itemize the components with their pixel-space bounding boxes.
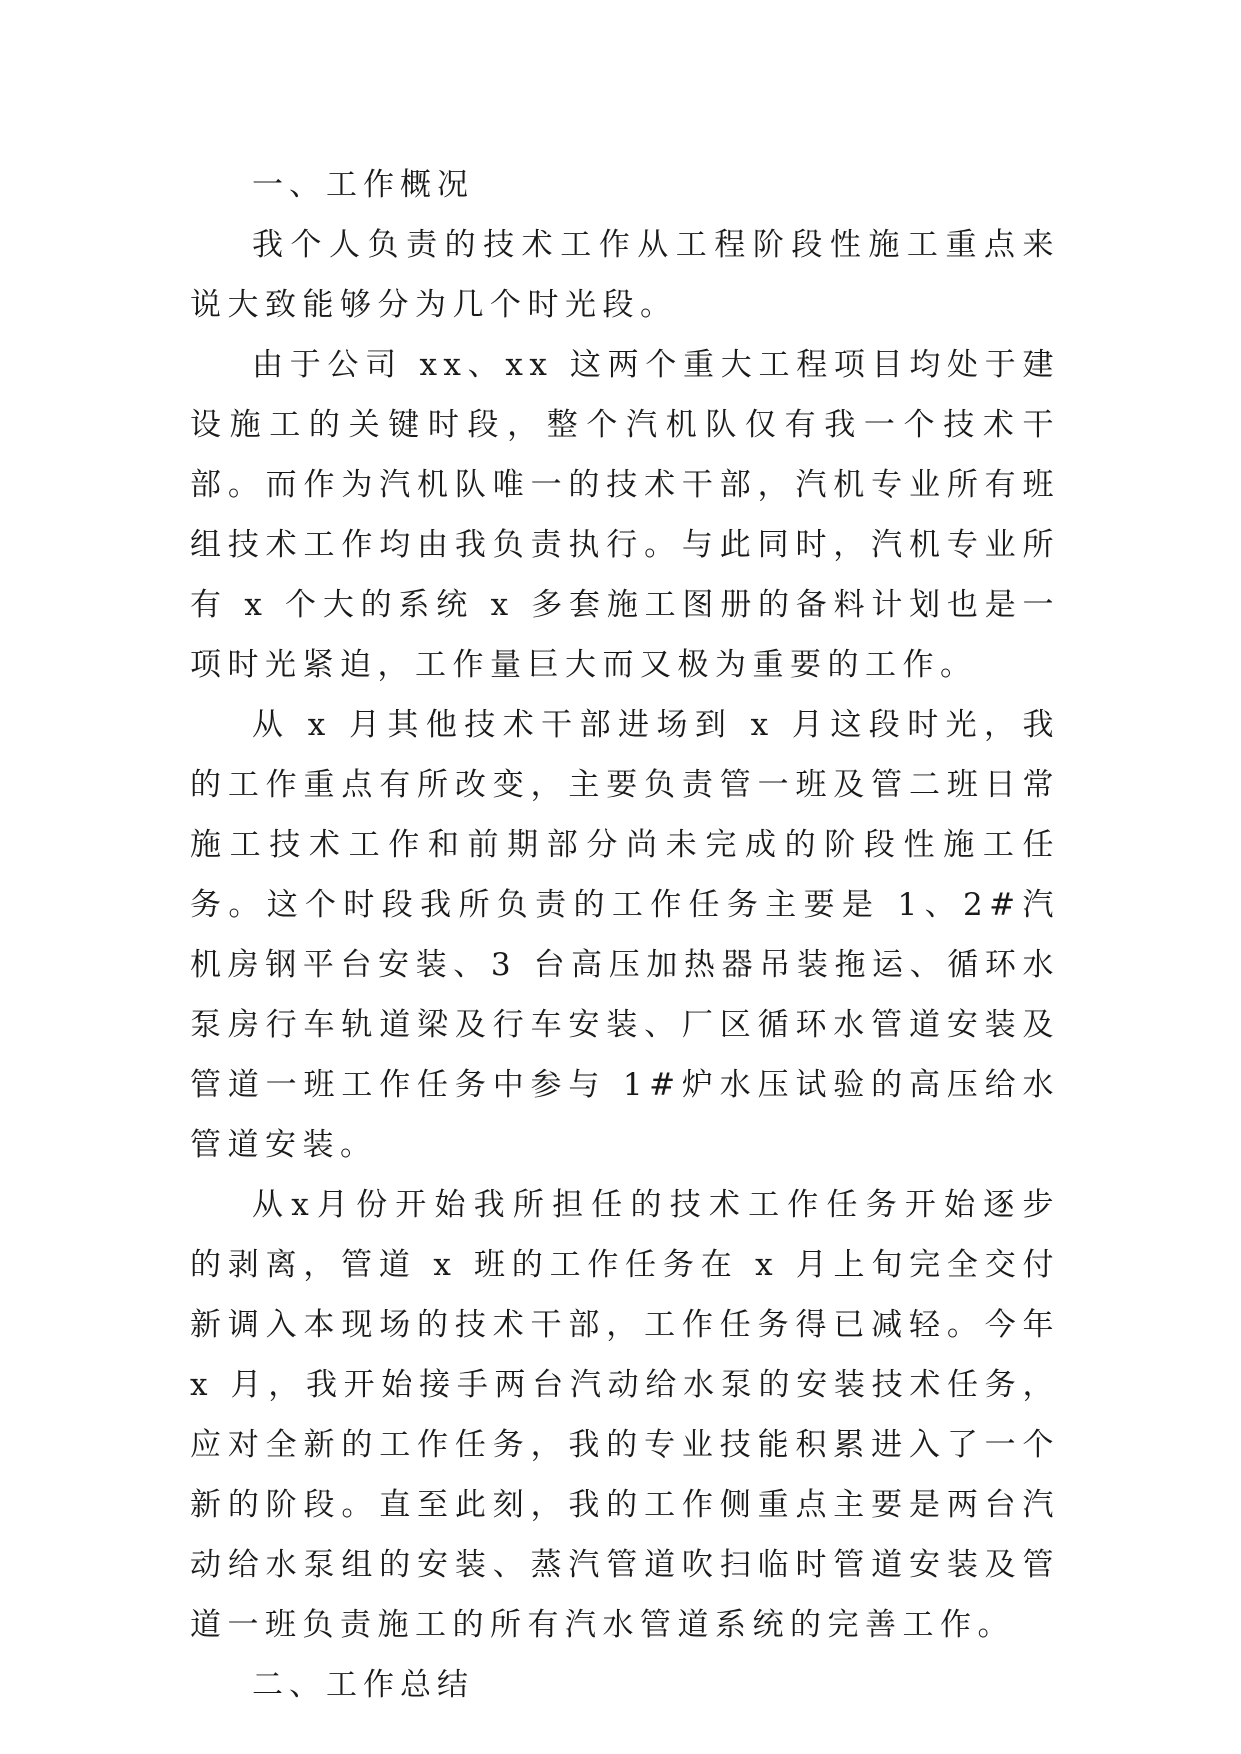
document-body — [190, 155, 1060, 1715]
paragraph-current-stage: 从x月份开始我所担任的技术工作任务开始逐步的剥离，管道 x 班的工作任务在 x 月上旬完全交付新调入本现场的技术干部，工作任务得已减轻。今年 x 月，我开始接手两台汽动给水泵的安装技术任务，应对全新的工作任务，我的专业技能积累进入了一个新的阶段。直至此刻，我的工作侧重点主要是两台汽动给水泵组的安装、蒸汽管道吹扫临时管道安装及管道一班负责施工的所有汽水管道系统的完善工作。 — [190, 1187, 1060, 1643]
section-heading-overview: 一、工作概况 — [252, 167, 474, 203]
section-heading-summary: 二、工作总结 — [252, 1667, 474, 1703]
paragraph-intro: 我个人负责的技术工作从工程阶段性施工重点来说大致能够分为几个时光段。 — [190, 227, 1060, 323]
paragraph-early-stage: 由于公司 xx、xx 这两个重大工程项目均处于建设施工的关键时段，整个汽机队仅有我一个技术干部。而作为汽机队唯一的技术干部，汽机专业所有班组技术工作均由我负责执行。与此同时，汽机专业所有 x 个大的系统 x 多套施工图册的备料计划也是一项时光紧迫，工作量巨大而又极为重要的工作。 — [190, 347, 1060, 683]
paragraph-middle-stage: 从 x 月其他技术干部进场到 x 月这段时光，我的工作重点有所改变，主要负责管一班及管二班日常施工技术工作和前期部分尚未完成的阶段性施工任务。这个时段我所负责的工作任务主要是 1、2#汽机房钢平台安装、3 台高压加热器吊装拖运、循环水泵房行车轨道梁及行车安装、厂区循环水管道安装及管道一班工作任务中参与 1#炉水压试验的高压给水管道安装。 — [190, 707, 1060, 1163]
